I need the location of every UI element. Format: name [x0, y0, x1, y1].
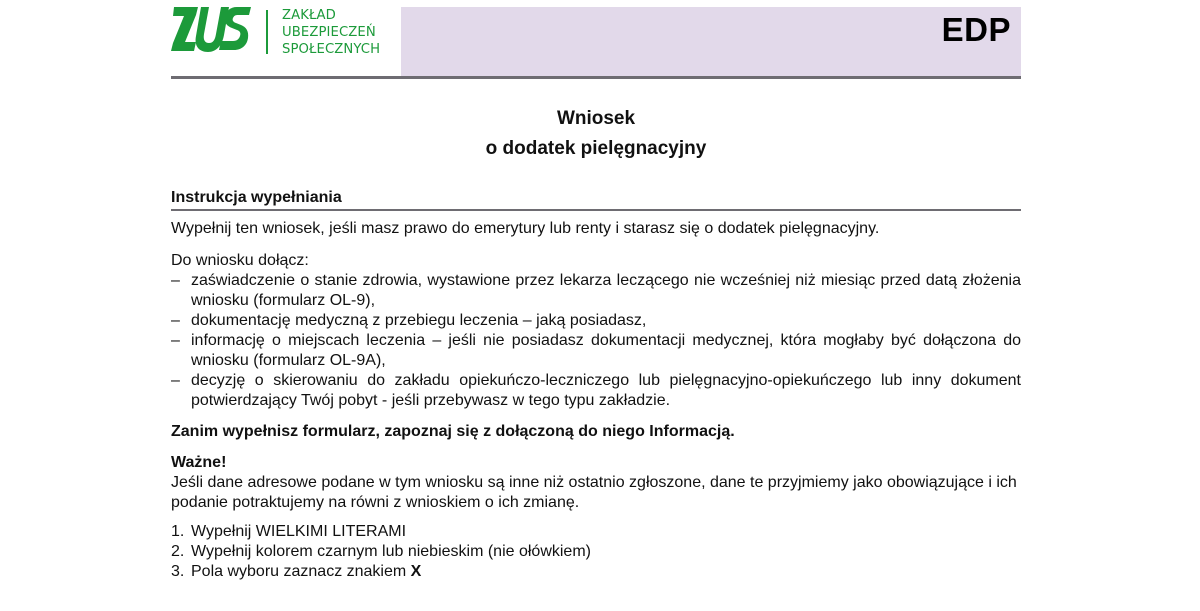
- attachments-heading: Do wniosku dołącz:: [171, 252, 309, 269]
- important-text: Jeśli dane adresowe podane w tym wniosku są inne niż ostatnio zgłoszone, dane te przyjmiemy jako obowiązujące i ich podanie potraktujemy na równi z wnioskiem o ich zmianę.: [171, 474, 1017, 511]
- title-line-2: o dodatek pielęgnacyjny: [485, 138, 707, 159]
- logo-text: [282, 7, 380, 58]
- zus-logo-mark-icon: [171, 4, 253, 56]
- instructions-divider: [171, 209, 1021, 211]
- logo-separator: [266, 10, 268, 54]
- filling-rules-list: [171, 522, 1021, 582]
- dash-bullet: –: [171, 272, 180, 289]
- attachment-item: [171, 331, 1021, 371]
- attachment-item: [171, 271, 1021, 311]
- attachments-list: [171, 271, 1021, 411]
- important-heading: Ważne!: [171, 454, 227, 471]
- rule-text: Wypełnij kolorem czarnym lub niebieskim (nie ołówkiem): [191, 543, 591, 560]
- rule-item: [171, 562, 1021, 582]
- dash-bullet: –: [171, 372, 180, 389]
- dash-bullet: –: [171, 312, 180, 329]
- read-information-notice: Zanim wypełnisz formularz, zapoznaj się z dołączoną do niego Informacją.: [171, 423, 735, 440]
- form-code-box: [401, 7, 1021, 77]
- rule-text: Wypełnij WIELKIMI LITERAMI: [191, 523, 407, 540]
- rule-item: [171, 542, 1021, 562]
- rule-number: 1.: [171, 523, 185, 540]
- attachment-text: informację o miejscach leczenia – jeśli nie posiadasz dokumentacji medycznej, która mogłaby być dołączona do wniosku (formularz OL-9A),: [191, 332, 1021, 369]
- rule-number: 3.: [171, 563, 185, 580]
- form-code: EDP: [941, 11, 1011, 48]
- zus-logo: [171, 4, 386, 60]
- document-title: [171, 104, 1021, 164]
- dash-bullet: –: [171, 332, 180, 349]
- instructions-section: [171, 187, 1021, 582]
- attachment-text: decyzję o skierowaniu do zakładu opiekuńczo-leczniczego lub pielęgnacyjno-opiekuńczego lub inny dokument potwierdzający Twój pobyt - jeśli przebywasz w tego typu zakładzie.: [191, 372, 1021, 409]
- logo-line-2: UBEZPIECZEŃ: [282, 25, 376, 40]
- document-header: [171, 0, 1021, 79]
- header-divider: [171, 76, 1021, 79]
- rule-item: [171, 522, 1021, 542]
- attachment-item: [171, 371, 1021, 411]
- attachment-text: dokumentację medyczną z przebiegu leczenia – jaką posiadasz,: [191, 312, 647, 329]
- rule-text: Pola wyboru zaznacz znakiem: [191, 563, 411, 580]
- instructions-heading: Instrukcja wypełniania: [171, 189, 342, 206]
- title-line-1: Wniosek: [556, 108, 636, 129]
- attachment-item: [171, 311, 1021, 331]
- attachment-text: zaświadczenie o stanie zdrowia, wystawione przez lekarza leczącego nie wcześniej niż miesiąc przed datą złożenia wniosku (formularz OL-9),: [191, 272, 1021, 309]
- logo-line-1: ZAKŁAD: [282, 8, 336, 23]
- rule-number: 2.: [171, 543, 185, 560]
- logo-line-3: SPOŁECZNYCH: [282, 42, 381, 57]
- instructions-intro: Wypełnij ten wniosek, jeśli masz prawo do emerytury lub renty i starasz się o dodatek pielęgnacyjny.: [171, 220, 880, 237]
- x-mark: X: [410, 563, 422, 580]
